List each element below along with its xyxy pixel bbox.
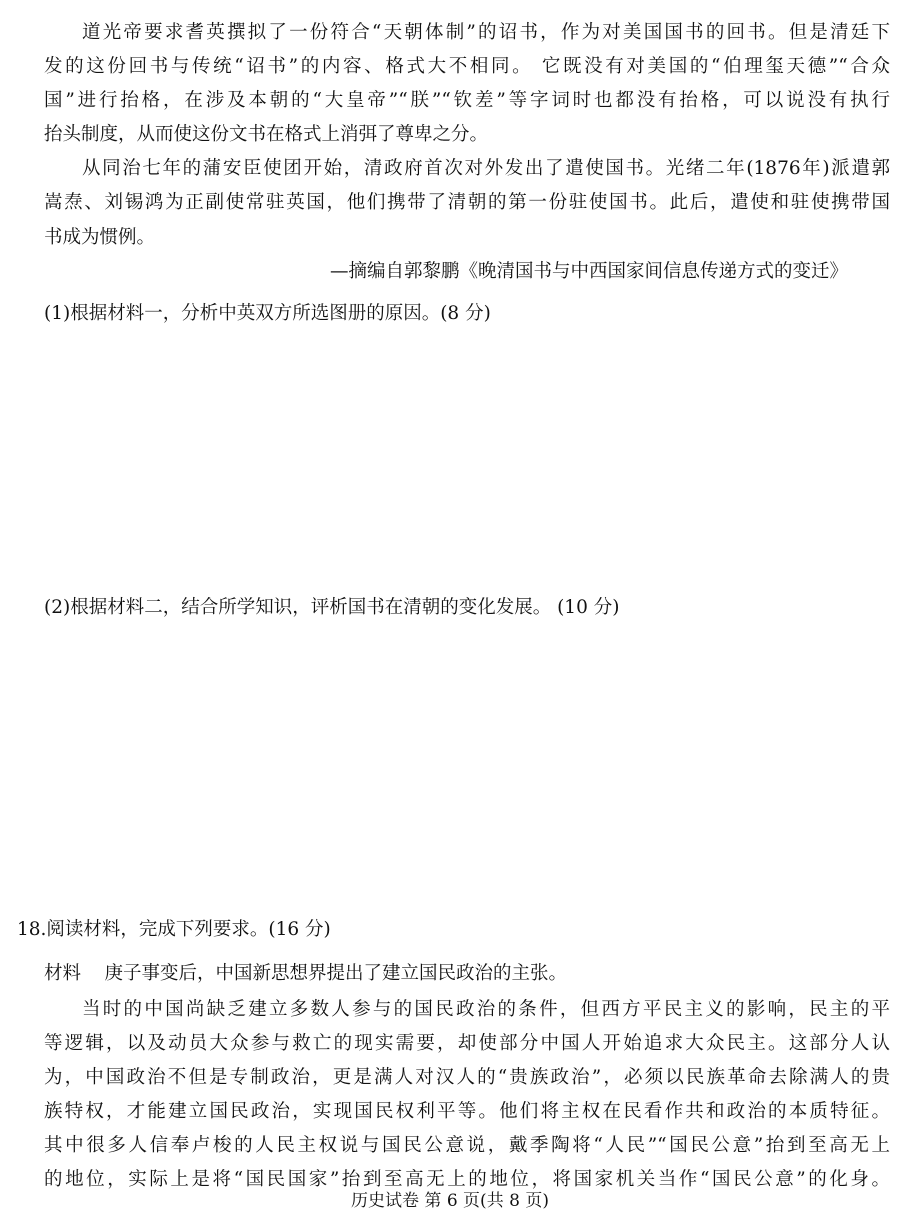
material-two-p1-line-1: 道光帝要求耆英撰拟了一份符合“天朝体制”的诏书，作为对美国国书的回书。但是清廷下	[82, 22, 890, 43]
material-18-line-4: 族特权，才能建立国民政治，实现国民权利平等。他们将主权在民看作共和政治的本质特征。	[44, 1101, 890, 1122]
material-18-line-1: 当时的中国尚缺乏建立多数人参与的国民政治的条件，但西方平民主义的影响，民主的平	[82, 999, 890, 1020]
material-source: —摘编自郭黎鹏《晚清国书与中西国家间信息传递方式的变迁》	[329, 261, 848, 282]
material-two-p2-line-1: 从同治七年的蒲安臣使团开始，清政府首次对外发出了遣使国书。光绪二年(1876年)派遣郭	[82, 158, 890, 179]
material-two-p1-line-2: 发的这份回书与传统“诏书”的内容、格式大不相同。 它既没有对美国的“伯理玺天德”“合众	[44, 56, 890, 77]
question-17-1: (1)根据材料一，分析中英双方所选图册的原因。(8 分)	[44, 303, 491, 324]
material-two-p2-line-2: 嵩焘、刘锡鸿为正副使常驻英国，他们携带了清朝的第一份驻使国书。此后，遣使和驻使携带国	[44, 192, 890, 213]
material-18-line-2: 等逻辑，以及动员大众参与救亡的现实需要，却使部分中国人开始追求大众民主。这部分人认	[44, 1033, 890, 1054]
page-footer: 历史试卷 第 6 页(共 8 页)	[351, 1191, 549, 1211]
question-18-heading: 18.阅读材料，完成下列要求。(16 分)	[17, 919, 331, 940]
material-two-p1-line-3: 国”进行抬格，在涉及本朝的“大皇帝”“朕”“钦差”等字词时也都没有抬格，可以说没有执行	[44, 90, 890, 111]
material-two-p1-line-4: 抬头制度，从而使这份文书在格式上消弭了尊卑之分。	[44, 124, 489, 145]
material-18-intro: 材料 庚子事变后，中国新思想界提出了建立国民政治的主张。	[44, 963, 568, 984]
question-17-2: (2)根据材料二，结合所学知识，评析国书在清朝的变化发展。 (10 分)	[44, 597, 620, 618]
material-two-p2-line-3: 书成为惯例。	[44, 227, 156, 248]
material-18-line-5: 其中很多人信奉卢梭的人民主权说与国民公意说，戴季陶将“人民”“国民公意”抬到至高无上	[44, 1135, 890, 1156]
material-18-line-3: 为，中国政治不但是专制政治，更是满人对汉人的“贵族政治”，必须以民族革命去除满人的贵	[44, 1067, 890, 1088]
material-18-line-6: 的地位，实际上是将“国民国家”抬到至高无上的地位，将国家机关当作“国民公意”的化身。	[44, 1169, 890, 1190]
